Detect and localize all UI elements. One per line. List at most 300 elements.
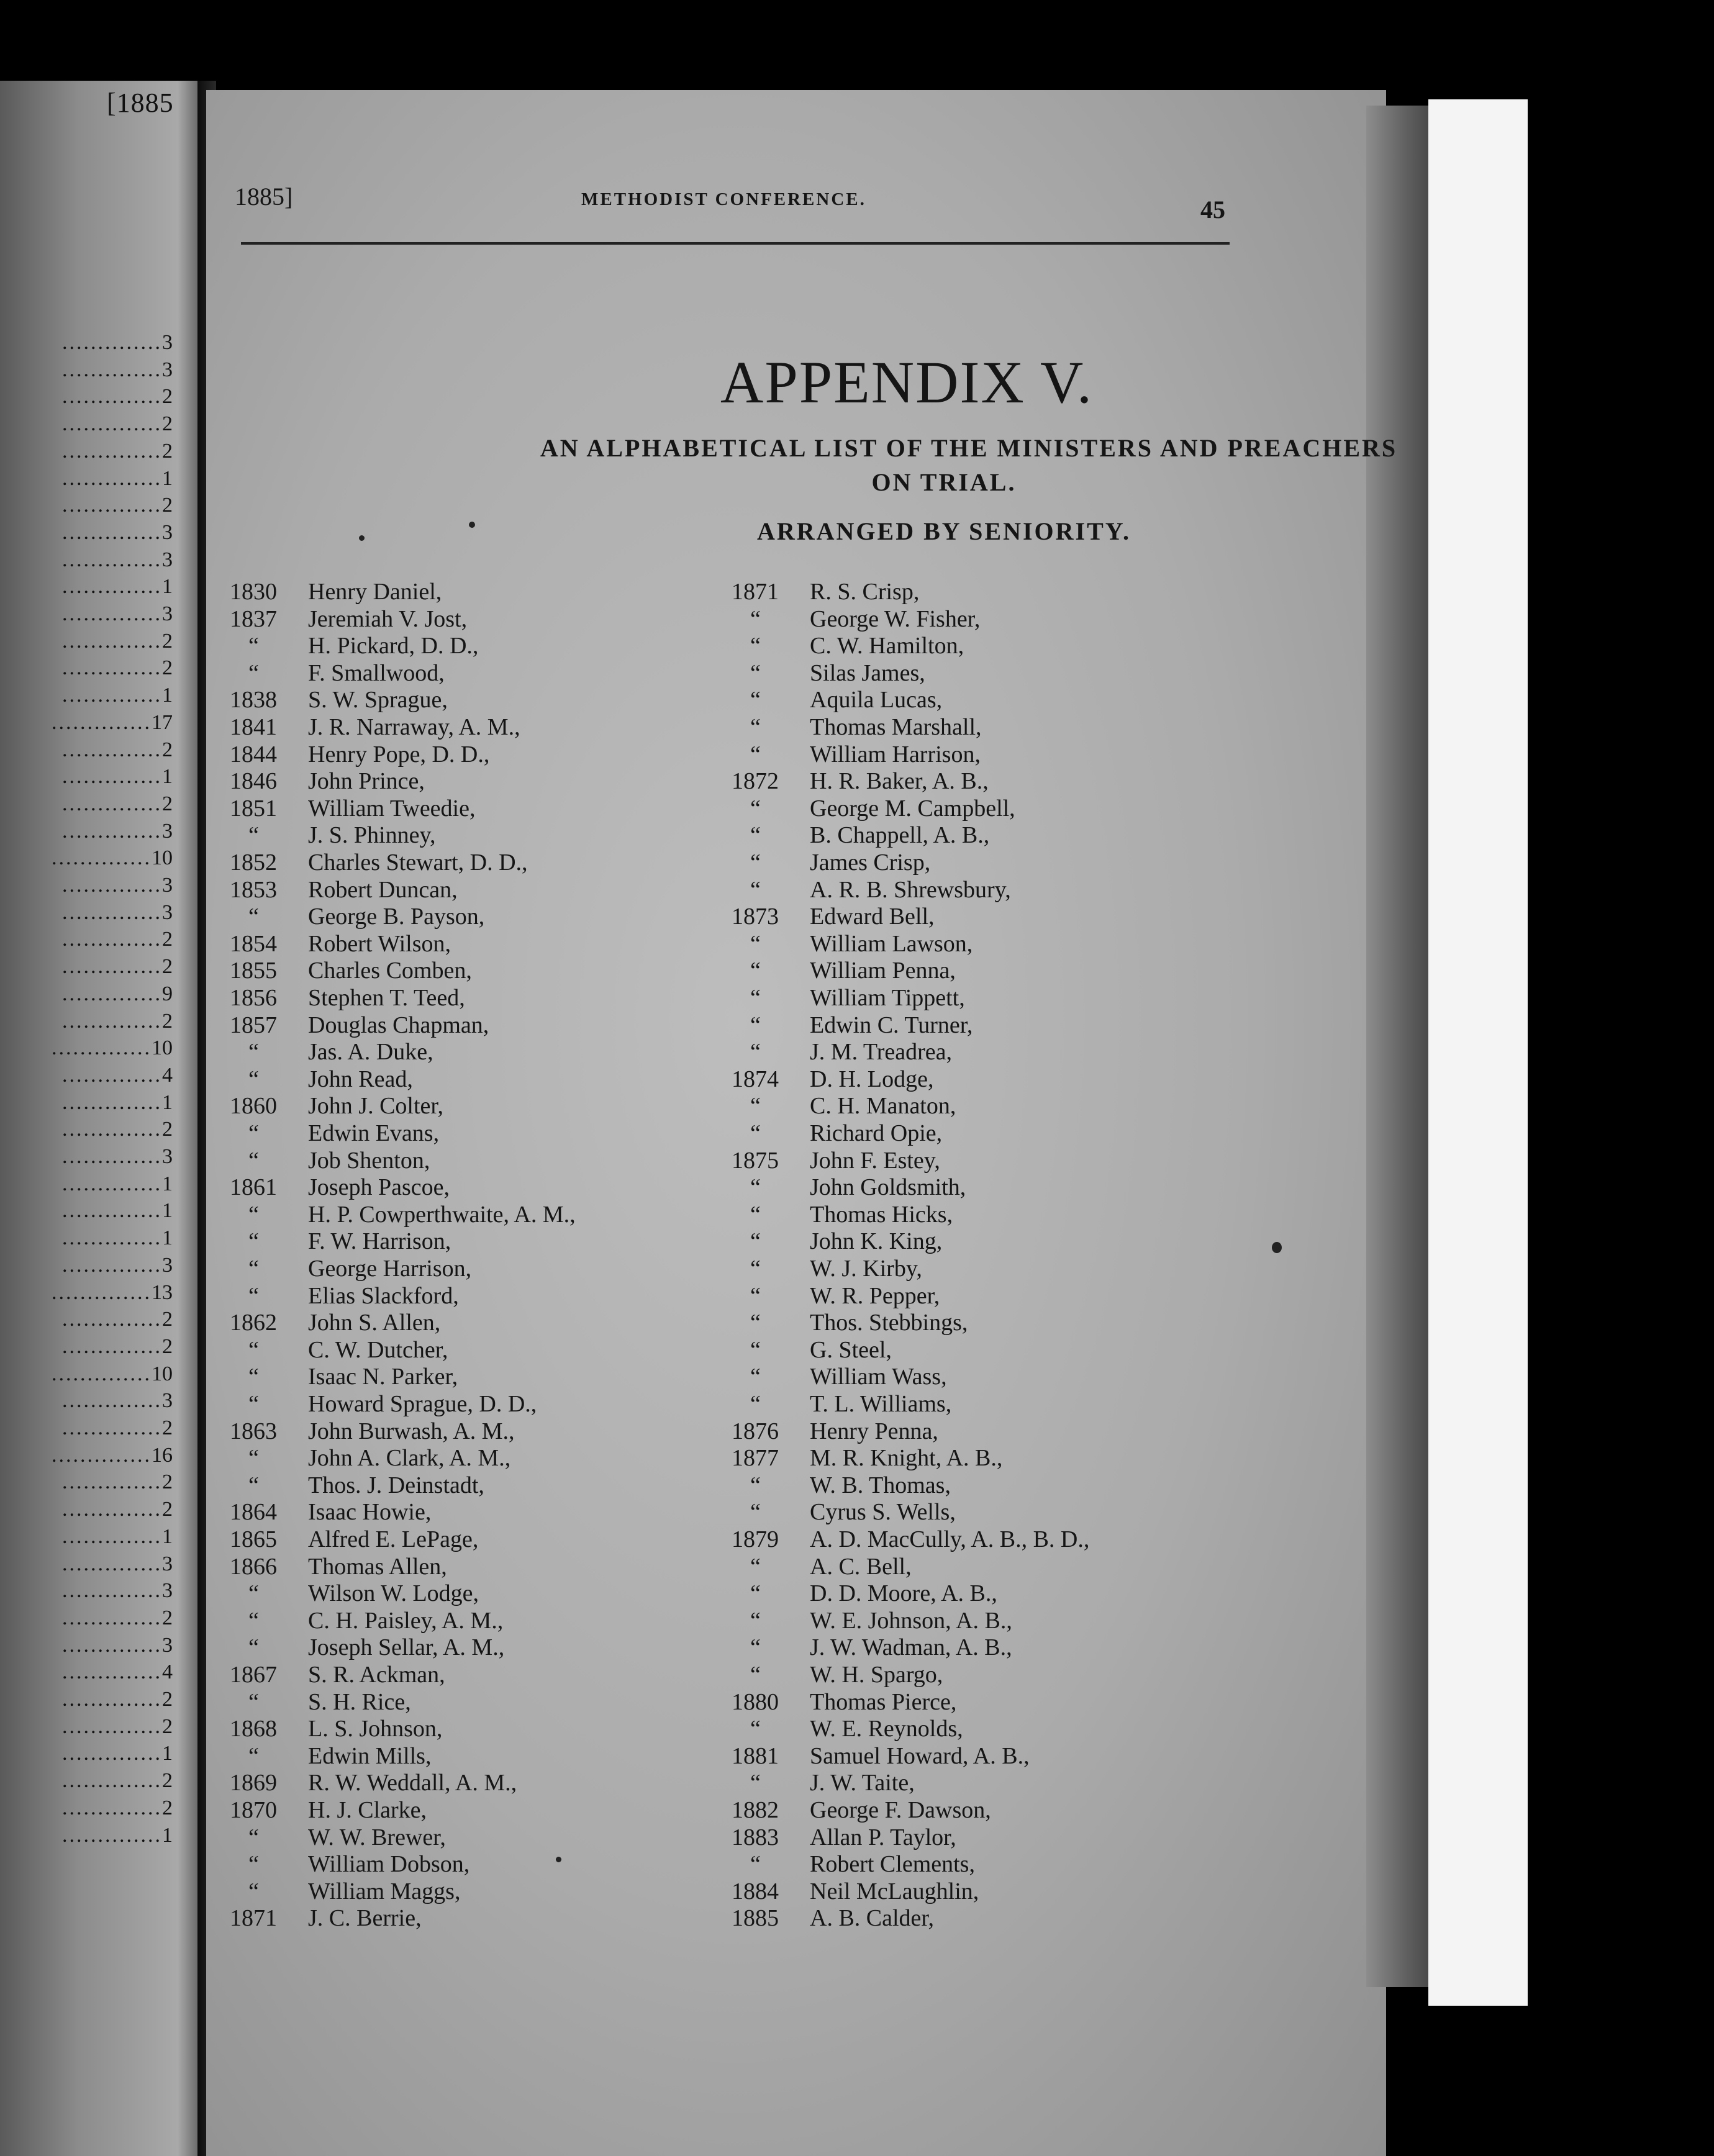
entry-year: 1868 — [230, 1716, 277, 1742]
left-page-list-row — [0, 1388, 173, 1413]
minister-name: Elias Slackford, — [308, 1282, 459, 1309]
minister-name: M. R. Knight, A. B., — [810, 1445, 1003, 1472]
leader-dots: .............. — [62, 684, 162, 707]
entry-year: 1841 — [230, 714, 277, 740]
minister-name: Stephen T. Teed, — [308, 985, 465, 1011]
leader-dots: .............. — [62, 1633, 162, 1657]
left-page-list-row — [0, 1470, 173, 1495]
entry-year: 1864 — [230, 1499, 277, 1526]
minister-name: William Tippett, — [810, 985, 965, 1011]
left-page-count: 3 — [162, 548, 173, 571]
entry-year: 1881 — [732, 1742, 779, 1769]
left-page-count: 10 — [152, 1036, 173, 1060]
leader-dots: .............. — [62, 1552, 162, 1575]
leader-dots: .............. — [62, 1524, 162, 1548]
left-page-list-row — [0, 927, 173, 952]
left-page-list-row — [0, 1117, 173, 1142]
minister-name: William Maggs, — [308, 1878, 461, 1905]
minister-name: Richard Opie, — [810, 1120, 943, 1146]
leader-dots: .............. — [62, 1823, 162, 1847]
minister-name: Robert Duncan, — [308, 876, 458, 903]
leader-dots: .............. — [62, 1769, 162, 1793]
left-page-count: 2 — [162, 1688, 173, 1711]
left-page-count: 3 — [162, 602, 173, 625]
entry-year: “ — [750, 1310, 761, 1336]
leader-dots: .............. — [62, 1334, 162, 1358]
entry-year: 1870 — [230, 1797, 277, 1823]
minister-name: R. S. Crisp, — [810, 579, 920, 605]
minister-name: William Dobson, — [308, 1851, 470, 1878]
left-page-count: 1 — [162, 1226, 173, 1250]
left-page-count: 13 — [152, 1280, 173, 1304]
minister-name: T. L. Williams, — [810, 1391, 952, 1417]
left-page-list-row — [0, 1497, 173, 1522]
entry-year: “ — [248, 1201, 259, 1228]
minister-name: Howard Sprague, D. D., — [308, 1391, 537, 1417]
entry-year: 1876 — [732, 1418, 779, 1444]
entry-year: “ — [750, 1282, 761, 1309]
leader-dots: .............. — [62, 1416, 162, 1439]
minister-name: A. R. B. Shrewsbury, — [810, 876, 1011, 903]
entry-year: 1838 — [230, 687, 277, 713]
left-page-list-row — [0, 602, 173, 627]
minister-name: John J. Colter, — [308, 1093, 444, 1120]
entry-year: 1865 — [230, 1526, 277, 1552]
leader-dots: .............. — [62, 1742, 162, 1765]
left-page-list-row — [0, 764, 173, 789]
left-page-count: 2 — [162, 792, 173, 815]
left-page-list-row — [0, 1416, 173, 1441]
entry-year: “ — [248, 1228, 259, 1255]
leader-dots: .............. — [62, 602, 162, 625]
minister-name: R. W. Weddall, A. M., — [308, 1770, 517, 1796]
minister-name: H. Pickard, D. D., — [308, 633, 479, 659]
leader-dots: .............. — [62, 439, 162, 463]
left-page-list-row — [0, 1741, 173, 1766]
left-page-list-row — [0, 1036, 173, 1061]
minister-name: William Lawson, — [810, 930, 973, 957]
left-page-count: 1 — [162, 1742, 173, 1765]
entry-year: “ — [750, 958, 761, 984]
minister-name: A. C. Bell, — [810, 1553, 912, 1580]
left-page-list-row — [0, 1552, 173, 1577]
left-page-list-row — [0, 629, 173, 654]
entry-year: 1857 — [230, 1012, 277, 1038]
leader-dots: .............. — [62, 1498, 162, 1521]
minister-name: Joseph Sellar, A. M., — [308, 1634, 505, 1661]
left-page-list-row — [0, 900, 173, 925]
minister-name: W. B. Thomas, — [810, 1472, 951, 1498]
left-page-count: 1 — [162, 684, 173, 707]
entry-year: “ — [248, 633, 259, 659]
entry-year: 1854 — [230, 930, 277, 957]
leader-dots: .............. — [62, 928, 162, 951]
ink-speck — [469, 522, 475, 528]
entry-year: “ — [750, 1228, 761, 1255]
minister-name: C. H. Paisley, A. M., — [308, 1607, 504, 1634]
left-page-count: 3 — [162, 1579, 173, 1603]
left-page-list-row — [0, 1009, 173, 1034]
left-page-list-row — [0, 1578, 173, 1603]
left-page-count: 1 — [162, 1524, 173, 1548]
entry-year: “ — [248, 1391, 259, 1417]
minister-name: W. R. Pepper, — [810, 1282, 940, 1309]
entry-year: 1884 — [732, 1878, 779, 1905]
leader-dots: .............. — [62, 575, 162, 599]
minister-name: George W. Fisher, — [810, 605, 981, 632]
minister-name: S. R. Ackman, — [308, 1662, 445, 1688]
minister-name: J. W. Wadman, A. B., — [810, 1634, 1012, 1661]
leader-dots: .............. — [52, 1362, 152, 1385]
entry-year: “ — [248, 1336, 259, 1363]
left-page-count: 1 — [162, 1823, 173, 1847]
entry-year: 1830 — [230, 579, 277, 605]
minister-name: Thomas Marshall, — [810, 714, 982, 740]
appendix-title: APPENDIX V. — [720, 349, 1093, 415]
leader-dots: .............. — [62, 466, 162, 490]
entry-year: “ — [750, 1580, 761, 1607]
minister-name: Cyrus S. Wells, — [810, 1499, 956, 1526]
minister-name: William Penna, — [810, 958, 956, 984]
left-page-list-row — [0, 1144, 173, 1169]
leader-dots: .............. — [62, 385, 162, 409]
entry-year: 1871 — [732, 579, 779, 605]
leader-dots: .............. — [62, 358, 162, 381]
leader-dots: .............. — [62, 1470, 162, 1494]
leader-dots: .............. — [62, 819, 162, 843]
leader-dots: .............. — [62, 520, 162, 544]
left-page-count: 2 — [162, 439, 173, 463]
left-page-list-row — [0, 548, 173, 573]
minister-name: J. S. Phinney, — [308, 822, 436, 849]
entry-year: “ — [248, 1824, 259, 1850]
left-page-list-row — [0, 710, 173, 735]
left-page-list-row — [0, 1823, 173, 1848]
minister-name: W. H. Spargo, — [810, 1662, 943, 1688]
minister-name: A. B. Calder, — [810, 1905, 935, 1932]
entry-year: 1883 — [732, 1824, 779, 1850]
minister-name: James Crisp, — [810, 849, 931, 876]
minister-name: Edwin Evans, — [308, 1120, 440, 1146]
left-page-count: 1 — [162, 1172, 173, 1195]
leader-dots: .............. — [62, 629, 162, 653]
left-page-count: 2 — [162, 738, 173, 761]
left-page-count: 2 — [162, 385, 173, 409]
minister-name: Thomas Hicks, — [810, 1201, 953, 1228]
minister-name: John K. King, — [810, 1228, 943, 1255]
leader-dots: .............. — [62, 1226, 162, 1250]
leader-dots: .............. — [52, 1443, 152, 1467]
entry-year: 1844 — [230, 741, 277, 768]
minister-name: John Prince, — [308, 768, 425, 795]
left-page-list-row — [0, 1253, 173, 1278]
minister-name: F. Smallwood, — [308, 659, 445, 686]
minister-name: Charles Stewart, D. D., — [308, 849, 528, 876]
leader-dots: .............. — [62, 1253, 162, 1277]
minister-name: John Goldsmith, — [810, 1174, 966, 1201]
left-page-count: 2 — [162, 412, 173, 436]
minister-name: John Read, — [308, 1066, 413, 1092]
entry-year: “ — [750, 985, 761, 1011]
leader-dots: .............. — [52, 846, 152, 870]
entry-year: 1856 — [230, 985, 277, 1011]
left-page-count: 4 — [162, 1063, 173, 1087]
leader-dots: .............. — [62, 792, 162, 815]
leader-dots: .............. — [62, 1389, 162, 1413]
minister-name: W. W. Brewer, — [308, 1824, 446, 1850]
minister-name: L. S. Johnson, — [308, 1716, 443, 1742]
minister-name: Silas James, — [810, 659, 925, 686]
entry-year: “ — [750, 1039, 761, 1066]
left-page-list-row — [0, 1660, 173, 1685]
entry-year: “ — [750, 741, 761, 768]
leader-dots: .............. — [52, 1036, 152, 1060]
minister-name: Allan P. Taylor, — [810, 1824, 956, 1850]
entry-year: “ — [248, 659, 259, 686]
minister-name: Henry Daniel, — [308, 579, 442, 605]
minister-name: D. D. Moore, A. B., — [810, 1580, 997, 1607]
leader-dots: .............. — [62, 1796, 162, 1819]
entry-year: “ — [750, 876, 761, 903]
entry-year: “ — [750, 849, 761, 876]
left-page-count: 2 — [162, 1796, 173, 1819]
minister-name: S. W. Sprague, — [308, 687, 448, 713]
list-subtitle-line-1: AN ALPHABETICAL LIST OF THE MINISTERS AND PREACHERS — [540, 434, 1398, 462]
entry-year: 1855 — [230, 958, 277, 984]
minister-name: C. H. Manaton, — [810, 1093, 956, 1120]
minister-name: Thos. Stebbings, — [810, 1310, 968, 1336]
entry-year: 1869 — [230, 1770, 277, 1796]
leader-dots: .............. — [62, 1688, 162, 1711]
left-page-list-row — [0, 846, 173, 871]
minister-name: Edward Bell, — [810, 904, 935, 930]
entry-year: 1874 — [732, 1066, 779, 1092]
left-page-count: 3 — [162, 1145, 173, 1168]
leader-dots: .............. — [62, 1199, 162, 1223]
minister-name: Aquila Lucas, — [810, 687, 943, 713]
leader-dots: .............. — [62, 1063, 162, 1087]
left-page-list-row — [0, 1226, 173, 1251]
entry-year: 1875 — [732, 1147, 779, 1174]
leader-dots: .............. — [62, 738, 162, 761]
entry-year: “ — [248, 1256, 259, 1282]
left-page-count: 2 — [162, 494, 173, 517]
leader-dots: .............. — [62, 1172, 162, 1195]
left-page-list-row — [0, 1334, 173, 1359]
minister-name: F. W. Harrison, — [308, 1228, 451, 1255]
entry-year: 1872 — [732, 768, 779, 795]
minister-name: Thomas Allen, — [308, 1553, 447, 1580]
leader-dots: .............. — [52, 1280, 152, 1304]
entry-year: 1860 — [230, 1093, 277, 1120]
left-page-count: 2 — [162, 1498, 173, 1521]
minister-name: B. Chappell, A. B., — [810, 822, 990, 849]
entry-year: “ — [248, 822, 259, 849]
ink-speck — [1272, 1242, 1282, 1253]
minister-name: A. D. MacCully, A. B., B. D., — [810, 1526, 1090, 1552]
entry-year: “ — [750, 1634, 761, 1661]
left-page-count: 2 — [162, 1606, 173, 1629]
entry-year: “ — [248, 1742, 259, 1769]
entry-year: 1880 — [732, 1688, 779, 1715]
entry-year: “ — [248, 1607, 259, 1634]
minister-name: Alfred E. LePage, — [308, 1526, 479, 1552]
entry-year: 1861 — [230, 1174, 277, 1201]
running-head: METHODIST CONFERENCE. — [581, 189, 866, 209]
entry-year: 1866 — [230, 1553, 277, 1580]
left-page-list-row — [0, 873, 173, 898]
list-subtitle-line-3: ARRANGED BY SENIORITY. — [756, 517, 1131, 545]
entry-year: “ — [750, 1201, 761, 1228]
minister-name: Job Shenton, — [308, 1147, 430, 1174]
left-page-count: 1 — [162, 575, 173, 599]
leader-dots: .............. — [62, 982, 162, 1005]
minister-name: George M. Campbell, — [810, 795, 1015, 822]
leader-dots: .............. — [62, 1308, 162, 1331]
entry-year: “ — [750, 633, 761, 659]
ink-speck — [359, 535, 365, 541]
minister-name: John F. Estey, — [810, 1147, 940, 1174]
entry-year: 1867 — [230, 1662, 277, 1688]
left-page-list-row — [0, 1172, 173, 1197]
minister-name: Edwin Mills, — [308, 1742, 432, 1769]
minister-name: H. R. Baker, A. B., — [810, 768, 989, 795]
left-page-count: 2 — [162, 1009, 173, 1033]
minister-name: Thos. J. Deinstadt, — [308, 1472, 484, 1498]
leader-dots: .............. — [62, 494, 162, 517]
entry-year: “ — [750, 1770, 761, 1796]
minister-name: H. P. Cowperthwaite, A. M., — [308, 1201, 576, 1228]
entry-year: “ — [750, 1607, 761, 1634]
entry-year: “ — [750, 822, 761, 849]
minister-name: C. W. Hamilton, — [810, 633, 964, 659]
minister-name: J. W. Taite, — [810, 1770, 915, 1796]
left-page-list-row — [0, 1687, 173, 1712]
entry-year: 1853 — [230, 876, 277, 903]
minister-name: Henry Penna, — [810, 1418, 938, 1444]
entry-year: “ — [248, 1851, 259, 1878]
left-page-count: 1 — [162, 1090, 173, 1114]
entry-year: “ — [750, 1174, 761, 1201]
entry-year: 1863 — [230, 1418, 277, 1444]
leader-dots: .............. — [62, 1660, 162, 1684]
left-page-count: 3 — [162, 520, 173, 544]
entry-year: “ — [248, 1364, 259, 1390]
minister-name: John S. Allen, — [308, 1310, 441, 1336]
entry-year: 1877 — [732, 1445, 779, 1472]
leader-dots: .............. — [62, 1145, 162, 1168]
entry-year: 1862 — [230, 1310, 277, 1336]
entry-year: “ — [248, 904, 259, 930]
left-page-count: 2 — [162, 1334, 173, 1358]
minister-name: H. J. Clarke, — [308, 1797, 427, 1823]
entry-year: “ — [750, 714, 761, 740]
entry-year: “ — [248, 1634, 259, 1661]
header-rule — [241, 242, 1230, 245]
minister-name: Robert Wilson, — [308, 930, 451, 957]
leader-dots: .............. — [62, 1579, 162, 1603]
minister-name: W. E. Reynolds, — [810, 1716, 963, 1742]
left-page-count: 3 — [162, 900, 173, 924]
minister-name: Jeremiah V. Jost, — [308, 605, 468, 632]
left-page-count: 3 — [162, 1253, 173, 1277]
left-page-list-row — [0, 1633, 173, 1658]
left-page-count: 2 — [162, 955, 173, 979]
entry-year: “ — [248, 1066, 259, 1092]
entry-year: 1851 — [230, 795, 277, 822]
entry-year: “ — [248, 1147, 259, 1174]
left-page-list-row — [0, 1443, 173, 1468]
left-page-count: 9 — [162, 982, 173, 1005]
minister-name: Thomas Pierce, — [810, 1688, 957, 1715]
left-page-count: 2 — [162, 656, 173, 680]
page-header-year: 1885] — [235, 183, 293, 211]
minister-name: G. Steel, — [810, 1336, 892, 1363]
entry-year: 1882 — [732, 1797, 779, 1823]
left-page-list-row — [0, 1198, 173, 1223]
minister-name: John Burwash, A. M., — [308, 1418, 515, 1444]
left-page-count: 2 — [162, 1769, 173, 1793]
list-subtitle-line-2: ON TRIAL. — [871, 468, 1017, 496]
page-number: 45 — [1200, 196, 1225, 224]
minister-name: Douglas Chapman, — [308, 1012, 489, 1038]
leader-dots: .............. — [62, 331, 162, 354]
entry-year: “ — [750, 1256, 761, 1282]
left-page-list-row — [0, 1063, 173, 1088]
entry-year: “ — [750, 1662, 761, 1688]
entry-year: “ — [248, 1878, 259, 1905]
left-page-count: 2 — [162, 1416, 173, 1439]
minister-name: John A. Clark, A. M., — [308, 1445, 511, 1472]
left-page-count: 17 — [152, 710, 173, 734]
entry-year: 1873 — [732, 904, 779, 930]
left-page-count: 3 — [162, 331, 173, 354]
left-page-count: 2 — [162, 1118, 173, 1141]
entry-year: “ — [248, 1472, 259, 1498]
left-page-count: 1 — [162, 1199, 173, 1223]
entry-year: 1852 — [230, 849, 277, 876]
entry-year: “ — [750, 1336, 761, 1363]
entry-year: 1871 — [230, 1905, 277, 1932]
entry-year: “ — [750, 1093, 761, 1120]
left-page-list-row — [0, 792, 173, 817]
left-page-list-row — [0, 738, 173, 763]
minister-name: George Harrison, — [308, 1256, 472, 1282]
entry-year: “ — [750, 1364, 761, 1390]
left-page-count: 4 — [162, 1660, 173, 1684]
leader-dots: .............. — [62, 1009, 162, 1033]
left-page-list-row — [0, 1796, 173, 1821]
minister-name: W. E. Johnson, A. B., — [810, 1607, 1012, 1634]
entry-year: “ — [750, 1120, 761, 1146]
left-page-count: 3 — [162, 819, 173, 843]
minister-name: William Tweedie, — [308, 795, 476, 822]
left-page-count: 2 — [162, 1470, 173, 1494]
entry-year: 1837 — [230, 605, 277, 632]
left-page-list-row — [0, 982, 173, 1007]
entry-year: “ — [750, 687, 761, 713]
entry-year: “ — [750, 1472, 761, 1498]
left-page-count: 2 — [162, 1714, 173, 1738]
minister-name: Henry Pope, D. D., — [308, 741, 490, 768]
minister-name: George B. Payson, — [308, 904, 485, 930]
left-page-count: 3 — [162, 1552, 173, 1575]
left-page-list-row — [0, 683, 173, 708]
minister-name: Edwin C. Turner, — [810, 1012, 973, 1038]
ink-speck — [556, 1857, 561, 1862]
entry-year: “ — [750, 605, 761, 632]
left-page-list-row — [0, 1606, 173, 1631]
